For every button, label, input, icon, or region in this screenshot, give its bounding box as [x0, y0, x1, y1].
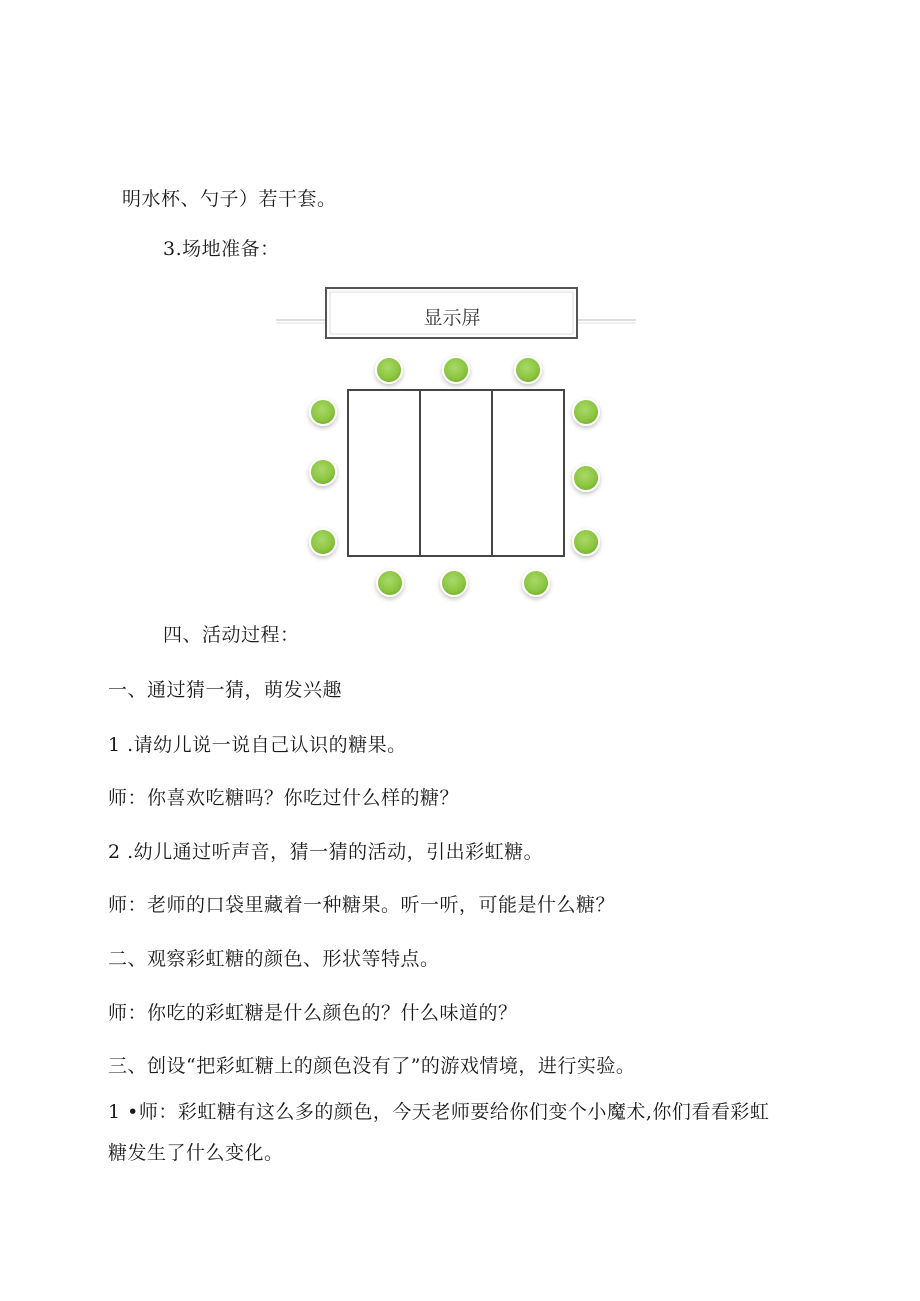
text-line-5: 1 .请幼儿说一说自己认识的糖果。: [108, 734, 407, 756]
seats-right: [573, 399, 599, 555]
seat: [515, 357, 541, 383]
seat: [310, 399, 336, 425]
seats-left: [310, 399, 336, 555]
seats-bottom: [377, 570, 549, 596]
text-line-2: 3.场地准备：: [163, 238, 280, 260]
text-line-9: 二、观察彩虹糖的颜色、形状等特点。: [108, 948, 440, 970]
text-line-7: 2 .幼儿通过听声音，猜一猜的活动，引出彩虹糖。: [108, 841, 544, 863]
seat: [441, 570, 467, 596]
text-line-6: 师：你喜欢吃糖吗？你吃过什么样的糖？: [108, 787, 460, 809]
screen-label: 显示屏: [423, 307, 481, 329]
seat: [377, 570, 403, 596]
table: [348, 390, 564, 556]
text-line-13: 糖发生了什么变化。: [108, 1142, 284, 1164]
text-line-12: 1 •师：彩虹糖有这么多的颜色，今天老师要给你们变个小魔术,你们看看彩虹: [108, 1101, 770, 1123]
seat: [310, 529, 336, 555]
text-line-1: 明水杯、勺子）若干套。: [122, 188, 337, 210]
seat: [573, 465, 599, 491]
text-line-4: 一、通过猜一猜，萌发兴趣: [108, 679, 343, 701]
seat: [376, 357, 402, 383]
display-screen: [326, 288, 577, 338]
text-line-11: 三、创设“把彩虹糖上的颜色没有了”的游戏情境，进行实验。: [108, 1055, 636, 1077]
seat: [523, 570, 549, 596]
seat: [443, 357, 469, 383]
seat: [573, 399, 599, 425]
seats-top: [376, 357, 541, 383]
text-line-3: 四、活动过程：: [163, 624, 300, 646]
text-line-10: 师：你吃的彩虹糖是什么颜色的？什么味道的？: [108, 1002, 518, 1024]
seat: [310, 459, 336, 485]
text-line-8: 师：老师的口袋里藏着一种糖果。听一听，可能是什么糖？: [108, 894, 616, 916]
seat: [573, 529, 599, 555]
venue-layout-diagram: [270, 278, 642, 610]
